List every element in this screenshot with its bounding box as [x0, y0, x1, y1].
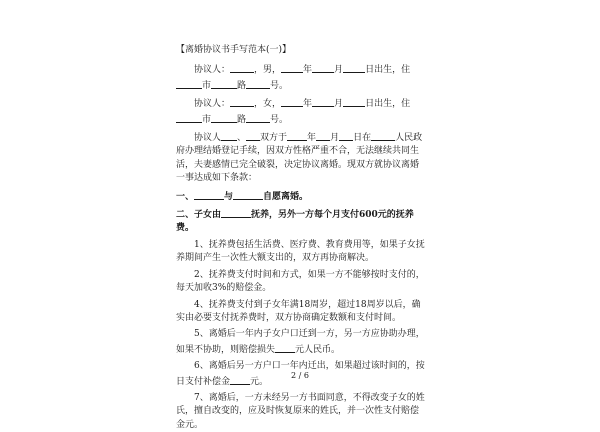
clause-4: 4、抚养费支付到子女年满18周岁，超过18周岁以后，确实由必要支付抚养费时，双方协商确定数额和支付时间。 [176, 299, 421, 323]
page-number: 2 / 6 [291, 371, 309, 380]
clause-2: 2、抚养费支付时间和方式，如果一方不能够按时支付的，每天加收3%的赔偿金。 [176, 269, 425, 294]
clause-7: 7、离婚后，一方未经另一方书面同意，不得改变子女的姓氏，擅自改变的，应及时恢复原来的姓氏，并一次性支付赔偿金元。 [176, 392, 425, 430]
section-1: 一、 与 自愿离婚。 [176, 189, 426, 204]
section-2: 二、子女由 抚养，另外一方每个月支付600元的抚养费。 [176, 207, 426, 236]
party1-line: 协议人： ，男， 年 月 日出生，住市 路 号。 [176, 62, 426, 93]
clause-1: 1、抚养费包括生活费、医疗费、教育费用等，如果子女抚养期间产生一次性大额支出的，双方再协商解决。 [176, 239, 425, 264]
party2-line: 协议人： ，女， 年 月 日出生，住市 路 号。 [176, 96, 426, 127]
clause-6: 6、离婚后另一方户口一年内迁出，如果超过该时间的，按日支付补偿金 元。 [176, 361, 425, 387]
clause-5: 5、离婚后一年内子女户口迁到一方，另一方应协助办理，如果不协助，则赔偿损失 元人民币。 [176, 329, 425, 355]
intro-paragraph: 协议人 、 双方于 年 月 日在 人民政府办理结婚登记手续，因双方性格严重不合，无法继续共同生活，夫妻感情已完全破裂，决定协议离婚。现双方就协议离婚一事达成如下条款： [176, 130, 426, 186]
document-title: 【离婚协议书手写范本(一)】 [176, 45, 292, 55]
